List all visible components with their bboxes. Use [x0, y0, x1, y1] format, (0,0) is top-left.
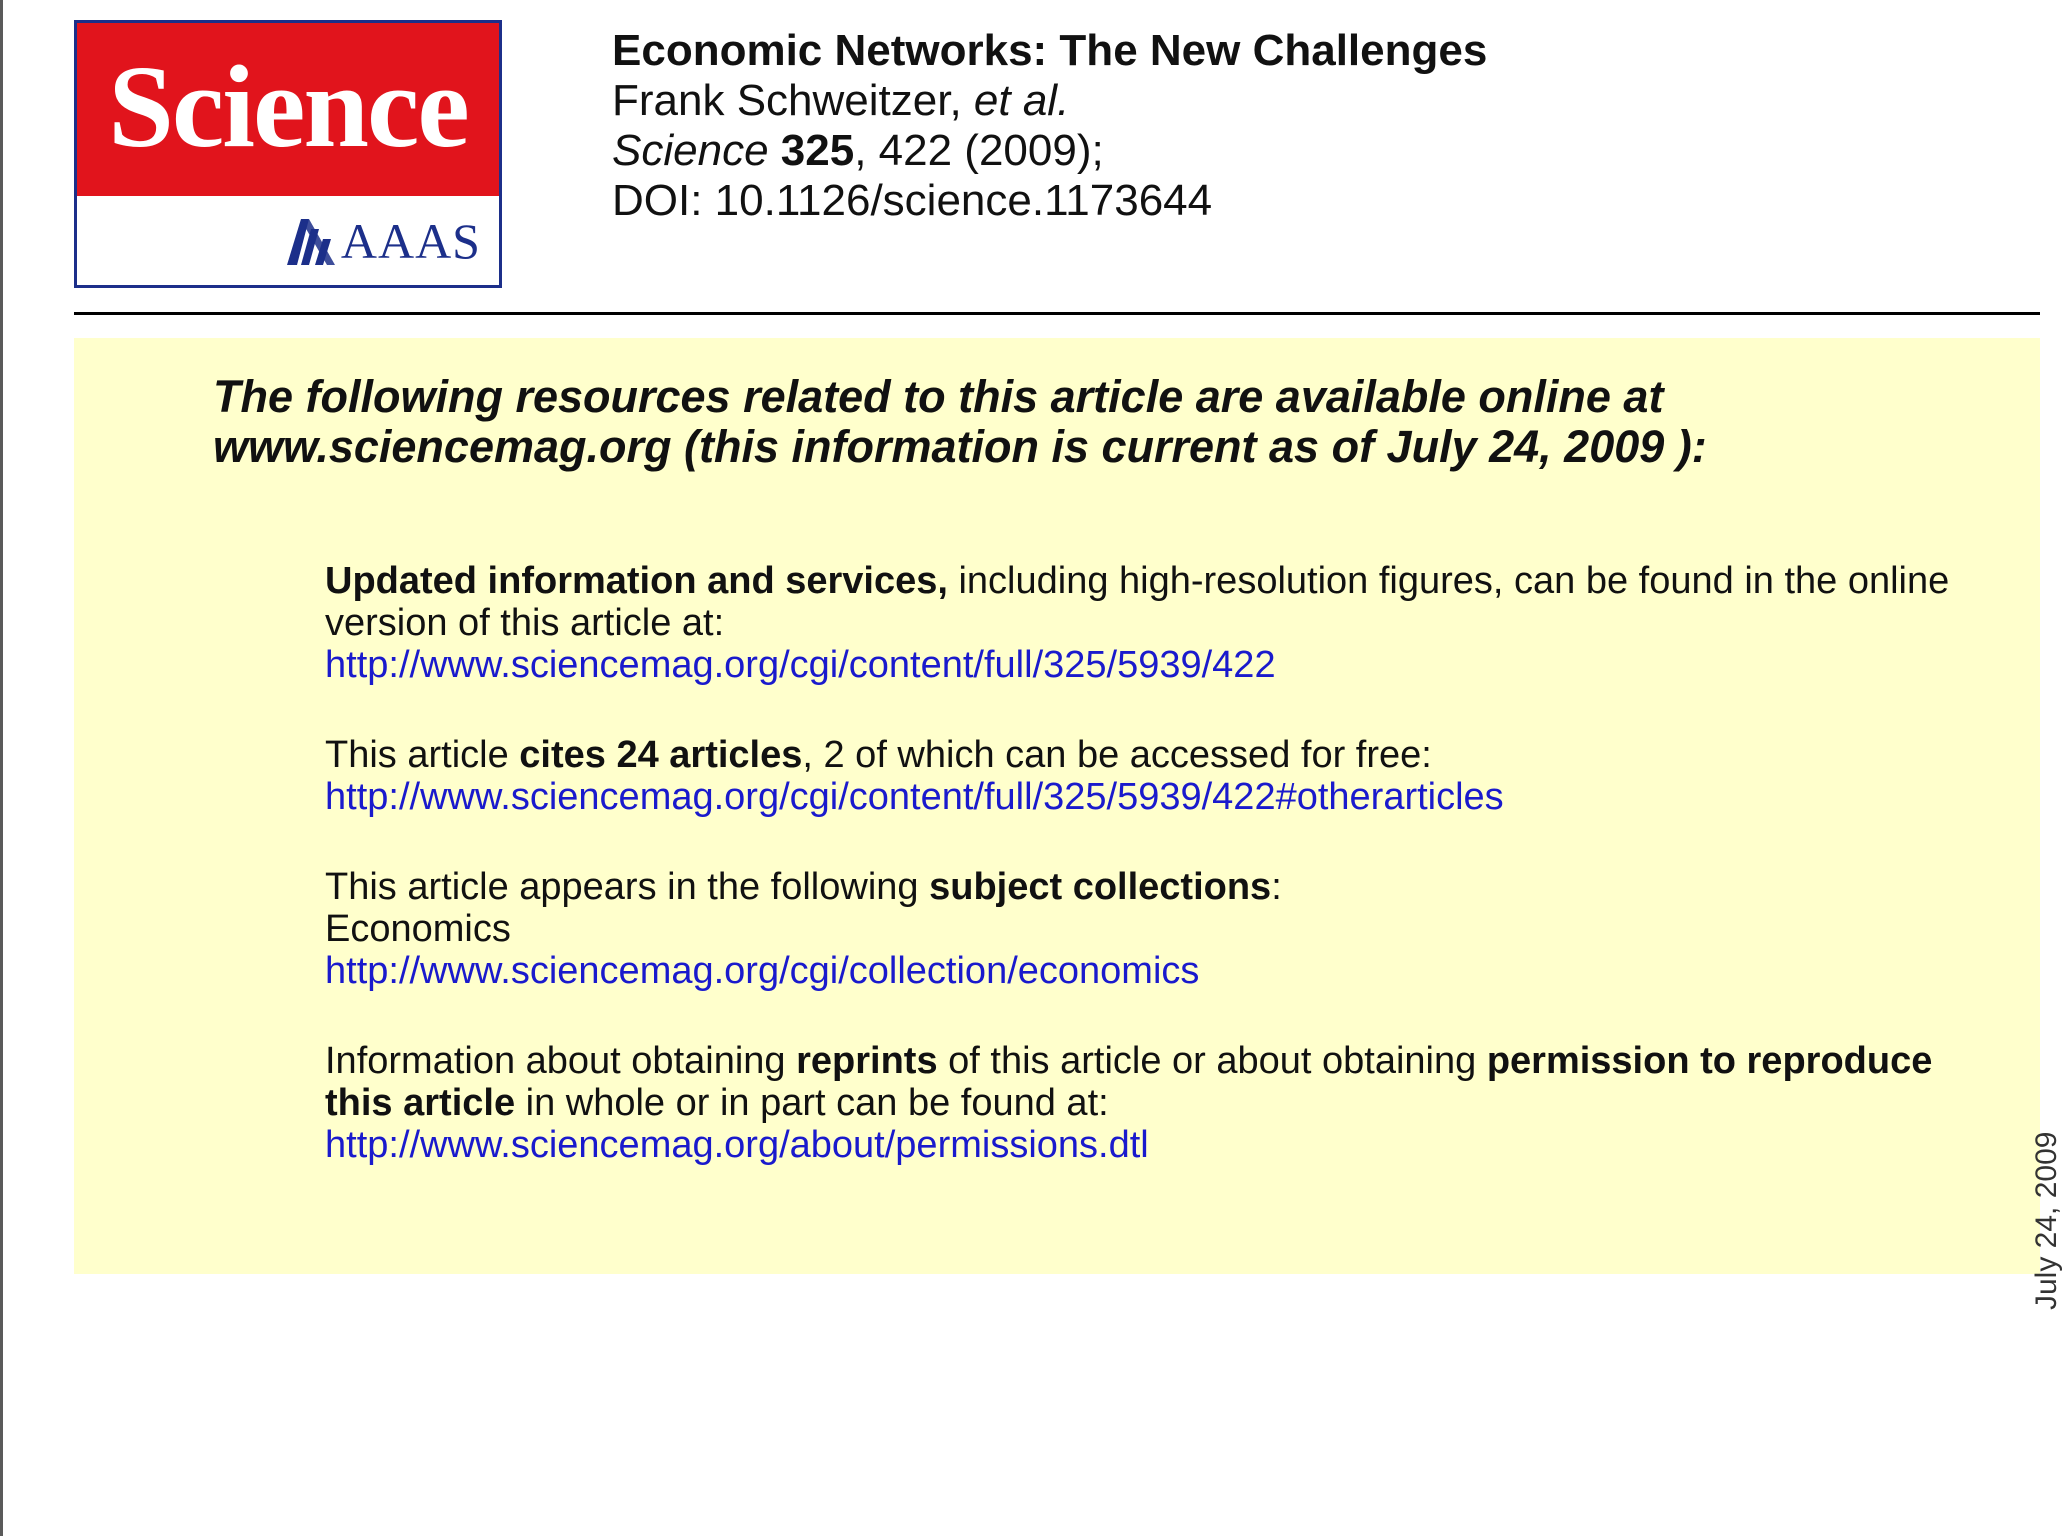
cites-text-b: , 2 of which can be accessed for free: — [802, 734, 1432, 776]
reprints-text-a: Information about obtaining — [325, 1040, 797, 1082]
aaas-icon — [285, 215, 337, 267]
reprints-text-c: in whole or in part can be found at: — [525, 1082, 1109, 1124]
intro-line-2: www.sciencemag.org (this information is current as of July 24, 2009 ): — [213, 421, 1707, 472]
header-divider — [74, 312, 2040, 315]
cites-bold: cites 24 articles — [519, 734, 803, 776]
logo-publisher-band — [77, 196, 499, 285]
author-suffix: et al. — [973, 76, 1070, 125]
logo-wordmark: Science — [108, 40, 468, 172]
collection-subject: Economics — [325, 908, 511, 950]
journal-volume: 325 — [780, 126, 855, 175]
collections-text-b: : — [1271, 866, 1282, 908]
journal-name: Science — [612, 126, 769, 175]
updated-link[interactable]: http://www.sciencemag.org/cgi/content/full/325/5939/422 — [325, 644, 1276, 686]
resources-intro — [213, 372, 1707, 472]
science-logo — [74, 20, 502, 288]
logo-red-band — [77, 23, 499, 196]
journal-reference — [612, 126, 1487, 176]
collections-text-a: This article appears in the following — [325, 866, 930, 908]
cites-text-a: This article — [325, 734, 520, 776]
section-cites — [325, 734, 1504, 818]
journal-pages-year: , 422 (2009); — [854, 126, 1104, 175]
updated-text-2: version of this article at: — [325, 602, 725, 644]
reprints-bold-c: this article — [325, 1082, 526, 1124]
collections-bold: subject collections — [929, 866, 1272, 908]
reprints-link[interactable]: http://www.sciencemag.org/about/permissions.dtl — [325, 1124, 1149, 1166]
side-margin-text: July 24, 2009 — [2030, 1131, 2063, 1310]
reprints-text-b: of this article or about obtaining — [937, 1040, 1487, 1082]
updated-text-1: including high-resolution figures, can be found in the online — [947, 560, 1950, 602]
article-doi: DOI: 10.1126/science.1173644 — [612, 176, 1213, 225]
article-citation — [612, 26, 1487, 226]
collections-link[interactable]: http://www.sciencemag.org/cgi/collection/economics — [325, 950, 1200, 992]
section-collections — [325, 866, 1282, 992]
reprints-bold-a: reprints — [796, 1040, 938, 1082]
author-name: Frank Schweitzer, — [612, 76, 974, 125]
logo-publisher: AAAS — [340, 212, 481, 269]
article-authors — [612, 76, 1487, 126]
cites-link[interactable]: http://www.sciencemag.org/cgi/content/full/325/5939/422#otherarticles — [325, 776, 1504, 818]
intro-line-1: The following resources related to this article are available online at — [213, 371, 1664, 422]
reprints-bold-b: permission to reproduce — [1486, 1040, 1933, 1082]
section-reprints — [325, 1040, 1932, 1166]
updated-heading: Updated information and services, — [325, 560, 948, 602]
section-updated-info — [325, 560, 1949, 686]
article-title: Economic Networks: The New Challenges — [612, 26, 1488, 75]
side-margin-strip — [2030, 1060, 2063, 1310]
page-left-edge — [0, 0, 3, 1536]
